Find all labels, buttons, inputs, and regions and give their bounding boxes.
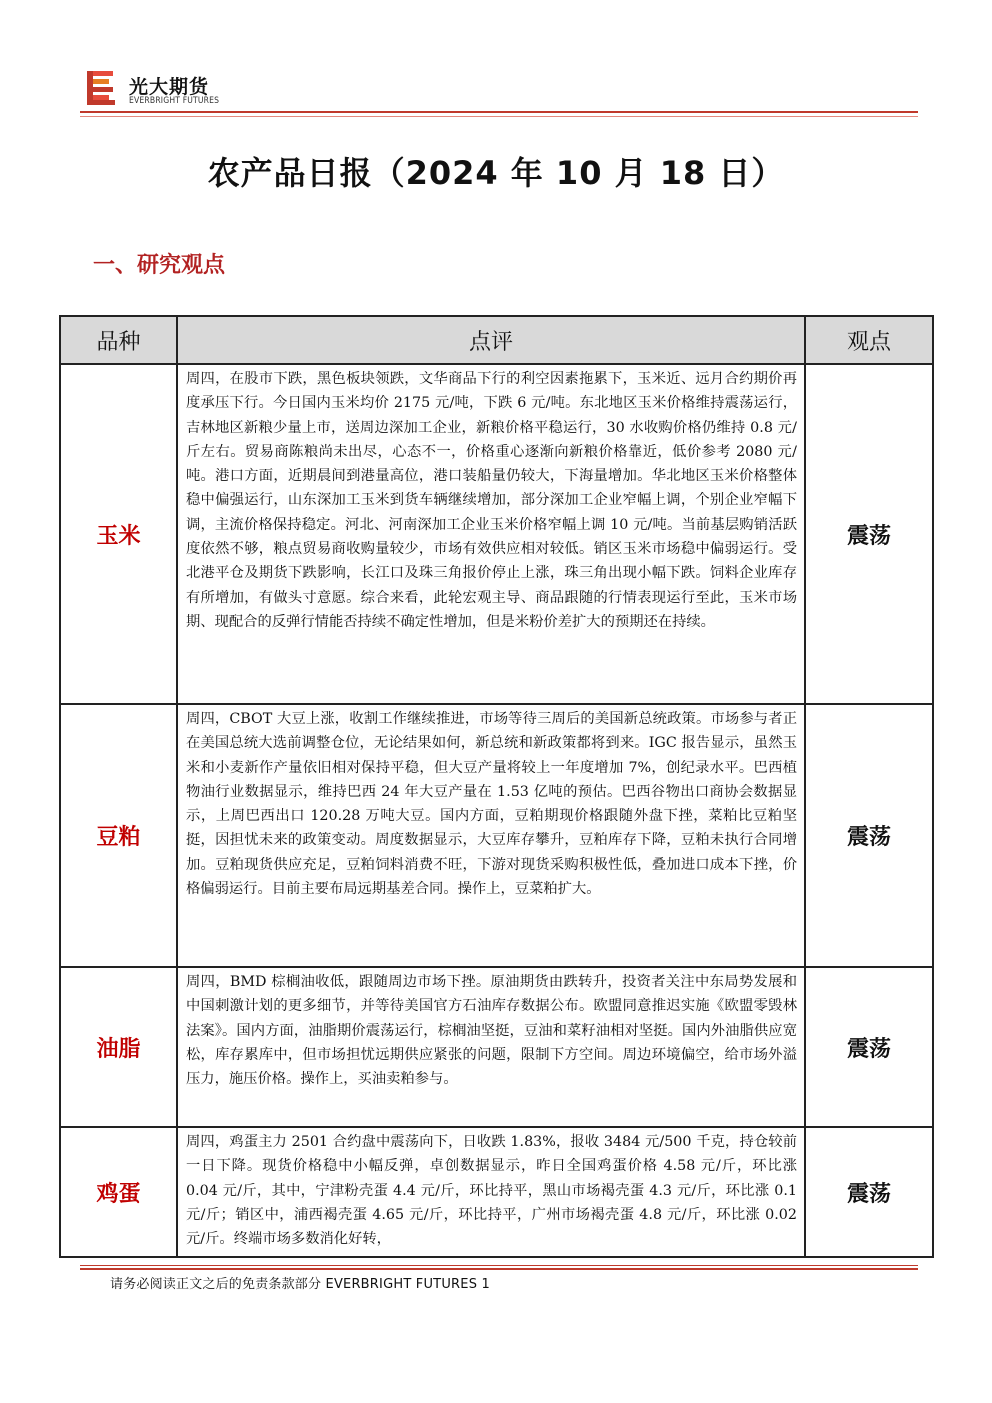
research-view-table bbox=[59, 315, 934, 1258]
header-rule bbox=[80, 111, 918, 113]
table-row-oils bbox=[60, 967, 933, 1127]
footer-rule bbox=[80, 1268, 918, 1270]
everbright-logo-icon bbox=[85, 70, 123, 106]
variety-cell: 油脂 bbox=[60, 967, 177, 1127]
view-cell: 震荡 bbox=[805, 704, 933, 967]
company-logo bbox=[85, 70, 245, 110]
view-cell: 震荡 bbox=[805, 364, 933, 704]
variety-cell: 豆粕 bbox=[60, 704, 177, 967]
comment-cell: 周四，鸡蛋主力 2501 合约盘中震荡向下，日收跌 1.83%，报收 3484 元/500 千克，持仓较前一日下降。现货价格稳中小幅反弹，卓创数据显示，昨日全国鸡蛋价格 4.58 元/斤，环比涨 0.04 元/斤，其中，宁津粉壳蛋 4.4 元/斤，环比持平，黑山市场褐壳蛋 4.3 元/斤，环比涨 0.1 元/斤；销区中，浦西褐壳蛋 4.65 元/斤，环比持平，广州市场褐壳蛋 4.8 元/斤，环比涨 0.02 元/斤。终端市场多数消化好转， bbox=[177, 1127, 805, 1257]
footer-disclaimer: 请务必阅读正文之后的免责条款部分 EVERBRIGHT FUTURES 1 bbox=[110, 1277, 490, 1292]
table-row-eggs bbox=[60, 1127, 933, 1257]
comment-cell: 周四，CBOT 大豆上涨，收割工作继续推进，市场等待三周后的美国新总统政策。市场参与者正在美国总统大选前调整仓位，无论结果如何，新总统和新政策都将到来。IGC 报告显示，虽然玉米和小麦新作产量依旧相对保持平稳，但大豆产量将较上一年度增加 7%，创纪录水平。巴西植物油行业数据显示，维持巴西 24 年大豆产量在 1.53 亿吨的预估。巴西谷物出口商协会数据显示，上周巴西出口 120.28 万吨大豆。国内方面，豆粕期现价格跟随外盘下挫，菜粕比豆粕坚挺，因担忧未来的政策变动。周度数据显示，大豆库存攀升，豆粕库存下降，豆粕未执行合同增加。豆粕现货供应充足，豆粕饲料消费不旺，下游对现货采购积极性低，叠加进口成本下挫，价格偏弱运行。目前主要布局远期基差合同。操作上，豆菜粕扩大。 bbox=[177, 704, 805, 967]
header-comment: 点评 bbox=[177, 316, 805, 364]
table-header-row bbox=[60, 316, 933, 364]
logo-chinese-name: 光大期货 bbox=[129, 76, 210, 98]
variety-cell: 玉米 bbox=[60, 364, 177, 704]
view-cell: 震荡 bbox=[805, 967, 933, 1127]
variety-cell: 鸡蛋 bbox=[60, 1127, 177, 1257]
comment-cell: 周四，BMD 棕榈油收低，跟随周边市场下挫。原油期货由跌转升，投资者关注中东局势发展和中国刺激计划的更多细节，并等待美国官方石油库存数据公布。欧盟同意推迟实施《欧盟零毁林法案》。国内方面，油脂期价震荡运行，棕榈油坚挺，豆油和菜籽油相对坚挺。国内外油脂供应宽松，库存累库中，但市场担忧远期供应紧张的问题，限制下方空间。周边环境偏空，给市场外溢压力，施压价格。操作上，买油卖粕参与。 bbox=[177, 967, 805, 1127]
logo-english-name: EVERBRIGHT FUTURES bbox=[129, 96, 220, 106]
header-rule-thin bbox=[80, 116, 918, 117]
footer-rule-thin bbox=[80, 1265, 918, 1266]
view-cell: 震荡 bbox=[805, 1127, 933, 1257]
table-row-corn bbox=[60, 364, 933, 704]
page-title: 农产品日报（2024 年 10 月 18 日） bbox=[207, 154, 785, 192]
table-row-soymeal bbox=[60, 704, 933, 967]
section-title: 一、研究观点 bbox=[93, 253, 226, 278]
header-variety: 品种 bbox=[60, 316, 177, 364]
header-view: 观点 bbox=[805, 316, 933, 364]
comment-cell: 周四，在股市下跌，黑色板块领跌，文华商品下行的利空因素拖累下，玉米近、远月合约期价再度承压下行。今日国内玉米均价 2175 元/吨，下跌 6 元/吨。东北地区玉米价格维持震荡运行，吉林地区新粮少量上市，送周边深加工企业，新粮价格平稳运行，30 水收购价格仍维持 0.8 元/斤左右。贸易商陈粮尚未出尽，心态不一，价格重心逐渐向新粮价格靠近，低价参考 2080 元/吨。港口方面，近期晨间到港量高位，港口装船量仍较大，下海量增加。华北地区玉米价格整体稳中偏强运行，山东深加工玉米到货车辆继续增加，部分深加工企业窄幅上调，个别企业窄幅下调，主流价格保持稳定。河北、河南深加工企业玉米价格窄幅上调 10 元/吨。当前基层购销活跃度依然不够，粮点贸易商收购量较少，市场有效供应相对较低。销区玉米市场稳中偏弱运行。受北港平仓及期货下跌影响，长江口及珠三角报价停止上涨，珠三角出现小幅下跌。饲料企业库存有所增加，有做头寸意愿。综合来看，此轮宏观主导、商品跟随的行情表现运行至此，玉米市场期、现配合的反弹行情能否持续不确定性增加，但是米粉价差扩大的预期还在持续。 bbox=[177, 364, 805, 704]
